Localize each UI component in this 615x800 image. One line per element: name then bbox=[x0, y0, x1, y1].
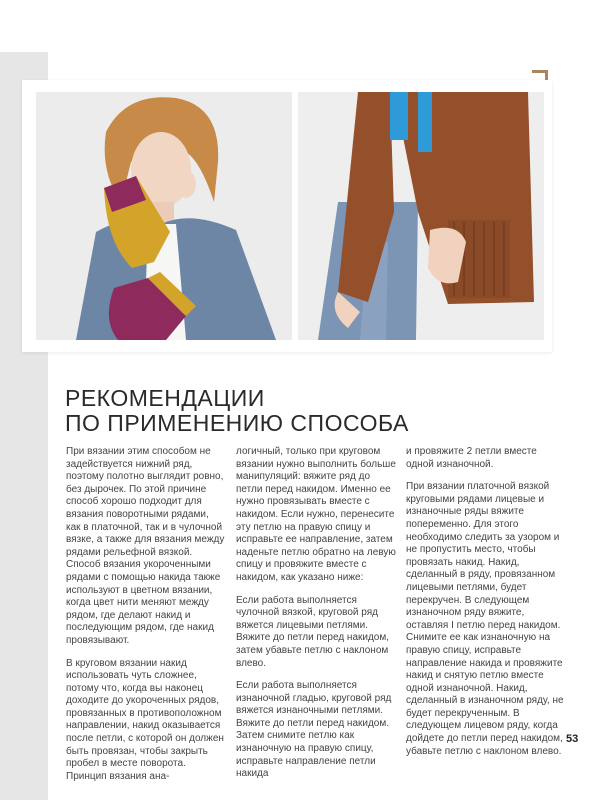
page-title-line-2: ПО ПРИМЕНЕНИЮ СПОСОБА bbox=[65, 410, 409, 436]
text-column-2 bbox=[236, 446, 396, 791]
page-number: 53 bbox=[566, 733, 579, 745]
page-title-line-1: РЕКОМЕНДАЦИИ bbox=[65, 385, 265, 411]
paragraph: При вязании платочной вязкой круговыми рядами лицевые и изнаночные ряды вяжите попеременно. Для этого необходимо следить за узором и не пропустить место, чтобы провязать накид. Накид, сделанный в ряду, провязанном лицевыми петлями, будет перекручен. В следующем изнаночном ряду вяжите, оставляя I петлю перед накидом. Снимите ее как изнаночную на правую спицу, исправьте направление накида и провяжите накид и снятую петлю вместе одной изнаночной. Накид, сделанный в изнаночном ряду, не будет перекрученным. В следующем лицевом ряду, когда дойдете до петли перед накидом, убавьте петлю с наклоном влево. bbox=[406, 481, 564, 757]
text-column-1 bbox=[66, 446, 226, 793]
photo-cardigan-jeans bbox=[298, 92, 544, 340]
paragraph: Если работа выполняется изнаночной гладью, круговой ряд вяжется изнаночными петлями. Вяжите до петли перед накидом. Затем снимите петлю как изнаночную на правую спицу, исправьте направление петли накида bbox=[236, 680, 392, 780]
paragraph: При вязании этим способом не задействуется нижний ряд, поэтому полотно выглядит ровно, без дырочек. По этой причине способ хорошо подходит для вязания поворотными рядами, как в платочной, так и в чулочной вязке, а также для вязания между рядами рельефной вязкой. Способ вязания укороченными рядами с помощью накида также используют в цветном вязании, когда цвет нити меняют между рядом, где делают накид и последующим рядом, где накид провязывают. bbox=[66, 446, 225, 646]
page-title bbox=[65, 386, 565, 436]
paragraph: В круговом вязании накид использовать чуть сложнее, потому что, когда вы наконец доходите до укороченных рядов, провязанных в противоположном направлении, накид оказывается после петли, с которой он должен быть провязан, чтобы закрыть пробел в месте поворота. Принцип вязания ана- bbox=[66, 657, 224, 782]
paragraph: Если работа выполняется чулочной вязкой, круговой ряд вяжется лицевыми петлями. Вяжите до петли перед накидом, затем убавьте петлю с наклоном влево. bbox=[236, 594, 390, 669]
photo-woman-fingerless-gloves bbox=[36, 92, 292, 340]
photo-frame bbox=[22, 80, 552, 352]
text-column-3 bbox=[406, 446, 566, 768]
paragraph: и провяжите 2 петли вместе одной изнаночной. bbox=[406, 446, 537, 470]
paragraph: логичный, только при круговом вязании нужно выполнить больше манипуляций: вяжите ряд до петли перед накидом. Именно ее нужно провязывать вместе с накидом. Если нужно, перенесите эту петлю на правую спицу и исправьте ее направление, затем наденьте петлю обратно на левую спицу и провяжите вместе с накидом, как указано ниже: bbox=[236, 446, 396, 583]
